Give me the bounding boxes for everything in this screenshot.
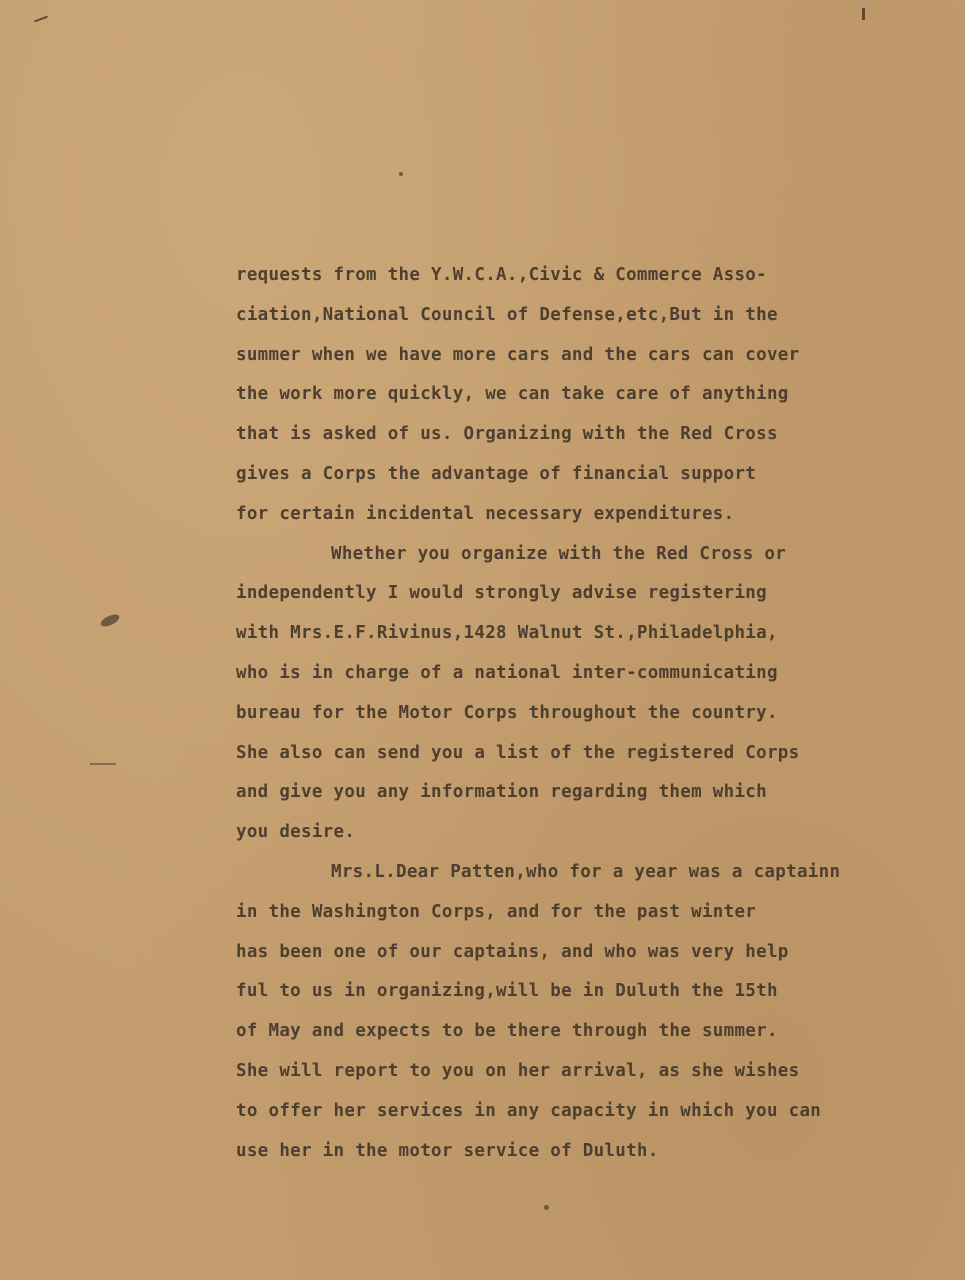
text-line: for certain incidental necessary expenditures. bbox=[236, 503, 735, 524]
paper-speck-top bbox=[399, 172, 403, 176]
text-line: with Mrs.E.F.Rivinus,1428 Walnut St.,Philadelphia, bbox=[236, 623, 778, 644]
text-line: She will report to you on her arrival, as she wishes bbox=[236, 1060, 800, 1081]
text-line: use her in the motor service of Duluth. bbox=[236, 1140, 659, 1161]
text-line: and give you any information regarding them which bbox=[236, 782, 767, 803]
text-line-paragraph-start: Mrs.L.Dear Patten,who for a year was a captainn bbox=[331, 861, 841, 882]
text-line: ful to us in organizing,will be in Duluth the 15th bbox=[236, 981, 778, 1002]
paper-mark-top-right bbox=[862, 8, 865, 20]
text-line: you desire. bbox=[236, 822, 356, 843]
typed-letter-body bbox=[236, 256, 916, 1171]
paper-mark-left bbox=[90, 763, 116, 765]
text-line: independently I would strongly advise registering bbox=[236, 583, 767, 604]
text-line: in the Washington Corps, and for the past winter bbox=[236, 901, 757, 922]
text-line: the work more quickly, we can take care of anything bbox=[236, 384, 789, 405]
paper-speck-blot bbox=[99, 612, 121, 629]
text-line: who is in charge of a national inter-communicating bbox=[236, 662, 778, 683]
text-line: bureau for the Motor Corps throughout the country. bbox=[236, 702, 778, 723]
paper-speck-bottom bbox=[544, 1205, 549, 1210]
text-line: to offer her services in any capacity in which you can bbox=[236, 1100, 822, 1121]
text-line: She also can send you a list of the registered Corps bbox=[236, 742, 800, 763]
text-line: summer when we have more cars and the cars can cover bbox=[236, 344, 800, 365]
text-line-paragraph-start: Whether you organize with the Red Cross or bbox=[331, 543, 787, 564]
text-line: ciation,National Council of Defense,etc,But in the bbox=[236, 304, 778, 325]
text-line: that is asked of us. Organizing with the Red Cross bbox=[236, 424, 778, 445]
text-line: gives a Corps the advantage of financial support bbox=[236, 463, 757, 484]
text-line: of May and expects to be there through the summer. bbox=[236, 1021, 778, 1042]
text-line: has been one of our captains, and who was very help bbox=[236, 941, 789, 962]
paper-mark-top-left bbox=[34, 16, 48, 23]
text-line: requests from the Y.W.C.A.,Civic & Commerce Asso- bbox=[236, 265, 767, 285]
